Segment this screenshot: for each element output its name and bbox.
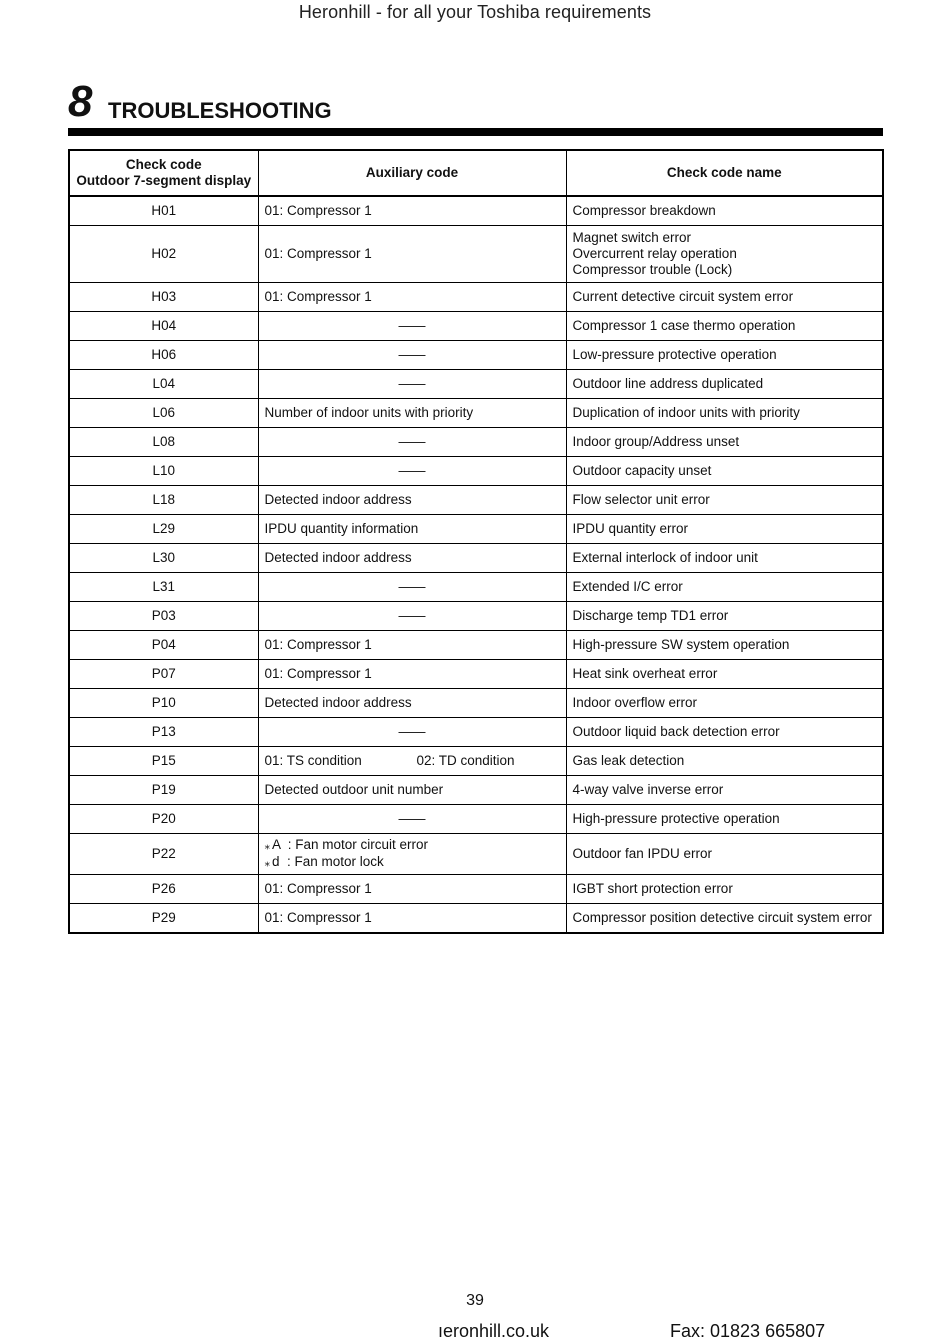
cell-check-code: L04 (69, 370, 258, 399)
table-row (69, 602, 883, 631)
header-banner: Heronhill - for all your Toshiba requirements (298, 2, 652, 22)
cell-check-code-name (566, 718, 883, 747)
cell-check-code-name (566, 747, 883, 776)
cell-check-code: H06 (69, 341, 258, 370)
name-line: IGBT short protection error (572, 881, 733, 896)
cell-check-code-name (566, 776, 883, 805)
cell-check-code: H04 (69, 312, 258, 341)
name-line: Overcurrent relay operation (572, 246, 737, 261)
name-line: Outdoor capacity unset (572, 463, 712, 478)
asterisk-icon: ⁎ (264, 857, 270, 869)
table-row (69, 660, 883, 689)
aux-star-line (265, 854, 560, 871)
cell-auxiliary-code: 01: Compressor 1 (258, 226, 566, 283)
cell-check-code-name (566, 875, 883, 904)
cell-auxiliary-code: Detected indoor address (258, 544, 566, 573)
section-number: 8 (68, 77, 93, 126)
table-header-row (69, 150, 883, 196)
name-line: High-pressure SW system operation (572, 637, 790, 652)
cell-check-code: P13 (69, 718, 258, 747)
aux-part: 01: TS condition (264, 753, 362, 768)
cell-check-code: L31 (69, 573, 258, 602)
table-row (69, 486, 883, 515)
cell-auxiliary-code: —— (258, 312, 566, 341)
cell-check-code-name (566, 283, 883, 312)
table-row (69, 196, 883, 226)
footer-website: ıeronhill.co.uk (438, 1321, 550, 1341)
cell-auxiliary-code: Detected outdoor unit number (258, 776, 566, 805)
check-code-table (68, 149, 884, 934)
name-line: External interlock of indoor unit (572, 550, 758, 565)
name-line: Indoor group/Address unset (572, 434, 740, 449)
name-line: Compressor position detective circuit system error (572, 910, 872, 925)
table-row (69, 805, 883, 834)
table-row (69, 341, 883, 370)
footer-fax: Fax: 01823 665807 (670, 1321, 826, 1341)
cell-check-code: L10 (69, 457, 258, 486)
table-row (69, 747, 883, 776)
cell-check-code-name (566, 370, 883, 399)
heading-rule (68, 128, 883, 136)
cell-check-code: H03 (69, 283, 258, 312)
name-line: Extended I/C error (572, 579, 683, 594)
table-row (69, 428, 883, 457)
cell-auxiliary-code: Number of indoor units with priority (258, 399, 566, 428)
table-row (69, 399, 883, 428)
aux-split (265, 753, 560, 769)
cell-check-code-name (566, 457, 883, 486)
header-check-code-name: Check code name (566, 150, 883, 196)
cell-check-code: H02 (69, 226, 258, 283)
cell-check-code-name (566, 226, 883, 283)
cell-check-code-name (566, 602, 883, 631)
section-heading (68, 78, 883, 126)
cell-check-code-name (566, 544, 883, 573)
table-row (69, 457, 883, 486)
page-number: 39 (466, 1292, 484, 1309)
cell-check-code-name (566, 428, 883, 457)
cell-auxiliary-code: —— (258, 805, 566, 834)
name-line: Discharge temp TD1 error (572, 608, 729, 623)
cell-check-code-name (566, 904, 883, 934)
name-line: Compressor trouble (Lock) (572, 262, 733, 277)
cell-check-code: L30 (69, 544, 258, 573)
table-row (69, 689, 883, 718)
aux-star-text: A : Fan motor circuit error (272, 837, 429, 852)
cell-check-code: P03 (69, 602, 258, 631)
cell-check-code-name (566, 573, 883, 602)
name-line: Duplication of indoor units with priority (572, 405, 800, 420)
cell-check-code-name (566, 341, 883, 370)
table-row (69, 631, 883, 660)
name-line: Magnet switch error (572, 230, 692, 245)
header-check-code-line2: Outdoor 7-segment display (76, 173, 252, 188)
cell-auxiliary-code: —— (258, 428, 566, 457)
cell-check-code: L18 (69, 486, 258, 515)
table-row (69, 573, 883, 602)
name-line: Compressor breakdown (572, 203, 716, 218)
cell-check-code-name (566, 805, 883, 834)
name-line: Outdoor fan IPDU error (572, 846, 713, 861)
cell-check-code: P19 (69, 776, 258, 805)
name-line: Heat sink overheat error (572, 666, 718, 681)
cell-check-code-name (566, 834, 883, 875)
cell-auxiliary-code (258, 747, 566, 776)
name-line: Outdoor liquid back detection error (572, 724, 780, 739)
cell-auxiliary-code: IPDU quantity information (258, 515, 566, 544)
cell-check-code: L29 (69, 515, 258, 544)
cell-check-code: H01 (69, 196, 258, 226)
aux-star-text: d : Fan motor lock (272, 854, 384, 869)
cell-auxiliary-code: —— (258, 457, 566, 486)
cell-check-code-name (566, 486, 883, 515)
section-title: TROUBLESHOOTING (108, 98, 332, 123)
cell-auxiliary-code: 01: Compressor 1 (258, 904, 566, 934)
cell-auxiliary-code: 01: Compressor 1 (258, 875, 566, 904)
aux-star-line (265, 837, 560, 854)
cell-check-code: P07 (69, 660, 258, 689)
table-row (69, 904, 883, 934)
cell-auxiliary-code: Detected indoor address (258, 486, 566, 515)
cell-auxiliary-code: —— (258, 718, 566, 747)
cell-check-code: P20 (69, 805, 258, 834)
table-body (69, 196, 883, 933)
name-line: 4-way valve inverse error (572, 782, 724, 797)
name-line: Low-pressure protective operation (572, 347, 777, 362)
table-row (69, 226, 883, 283)
name-line: Outdoor line address duplicated (572, 376, 764, 391)
cell-check-code-name (566, 196, 883, 226)
name-line: Compressor 1 case thermo operation (572, 318, 796, 333)
cell-check-code: P04 (69, 631, 258, 660)
name-line: Current detective circuit system error (572, 289, 794, 304)
table-row (69, 312, 883, 341)
cell-auxiliary-code: —— (258, 341, 566, 370)
name-line: Flow selector unit error (572, 492, 710, 507)
aux-part: 02: TD condition (416, 753, 515, 768)
header-auxiliary-code: Auxiliary code (258, 150, 566, 196)
cell-check-code-name (566, 689, 883, 718)
asterisk-icon: ⁎ (264, 840, 270, 852)
name-line: Indoor overflow error (572, 695, 698, 710)
name-line: IPDU quantity error (572, 521, 689, 536)
cell-check-code: P22 (69, 834, 258, 875)
cell-check-code: P15 (69, 747, 258, 776)
cell-auxiliary-code (258, 834, 566, 875)
table-row (69, 370, 883, 399)
cell-check-code-name (566, 515, 883, 544)
cell-auxiliary-code: 01: Compressor 1 (258, 196, 566, 226)
cell-check-code: L08 (69, 428, 258, 457)
table-row (69, 718, 883, 747)
table-row (69, 875, 883, 904)
cell-auxiliary-code: 01: Compressor 1 (258, 660, 566, 689)
table-row (69, 544, 883, 573)
table-row (69, 515, 883, 544)
cell-auxiliary-code: 01: Compressor 1 (258, 631, 566, 660)
name-line: Gas leak detection (572, 753, 685, 768)
cell-check-code: P29 (69, 904, 258, 934)
cell-auxiliary-code: 01: Compressor 1 (258, 283, 566, 312)
table-row (69, 834, 883, 875)
cell-check-code-name (566, 312, 883, 341)
cell-check-code-name (566, 399, 883, 428)
cell-auxiliary-code: —— (258, 370, 566, 399)
cell-check-code-name (566, 660, 883, 689)
name-line: High-pressure protective operation (572, 811, 780, 826)
header-check-code-line1: Check code (125, 157, 202, 172)
cell-auxiliary-code: —— (258, 573, 566, 602)
cell-auxiliary-code: —— (258, 602, 566, 631)
table-row (69, 283, 883, 312)
cell-check-code: P26 (69, 875, 258, 904)
table-row (69, 776, 883, 805)
cell-check-code: L06 (69, 399, 258, 428)
cell-auxiliary-code: Detected indoor address (258, 689, 566, 718)
cell-check-code: P10 (69, 689, 258, 718)
header-check-code (69, 150, 258, 196)
cell-check-code-name (566, 631, 883, 660)
